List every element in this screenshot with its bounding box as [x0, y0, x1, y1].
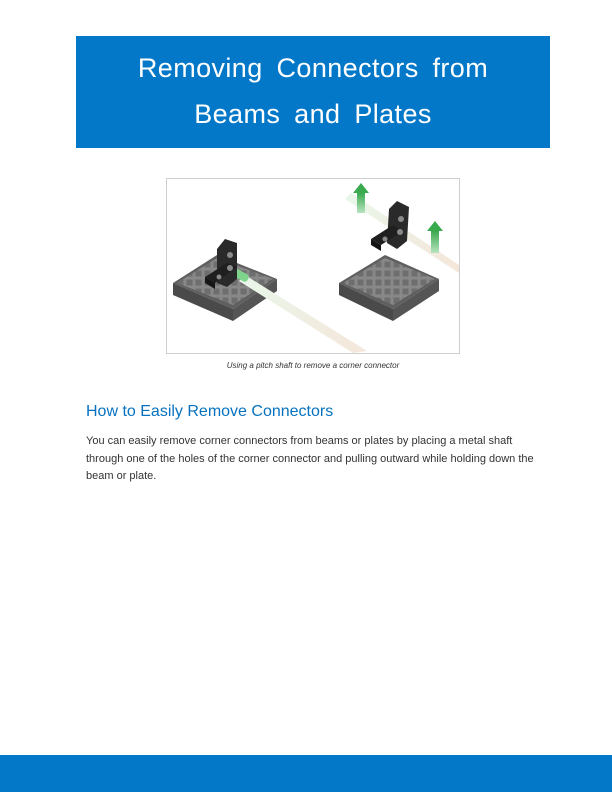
title-banner [76, 36, 550, 148]
right-plate [339, 255, 439, 321]
footer-bar [0, 755, 612, 792]
page-title-line-2: Beams and Plates [194, 99, 432, 129]
section-heading: How to Easily Remove Connectors [86, 403, 334, 420]
right-corner-connector [371, 201, 409, 251]
connector-removal-illustration [167, 179, 459, 353]
illustration-figure [166, 178, 460, 354]
figure-caption: Using a pitch shaft to remove a corner connector [226, 361, 400, 370]
body-paragraph: You can easily remove corner connectors from beams or plates by placing a metal shaft through one of the holes of the corner connector and pulling outward while holding down the beam or plate. [86, 435, 534, 482]
page-title-line-1: Removing Connectors from [137, 53, 489, 83]
